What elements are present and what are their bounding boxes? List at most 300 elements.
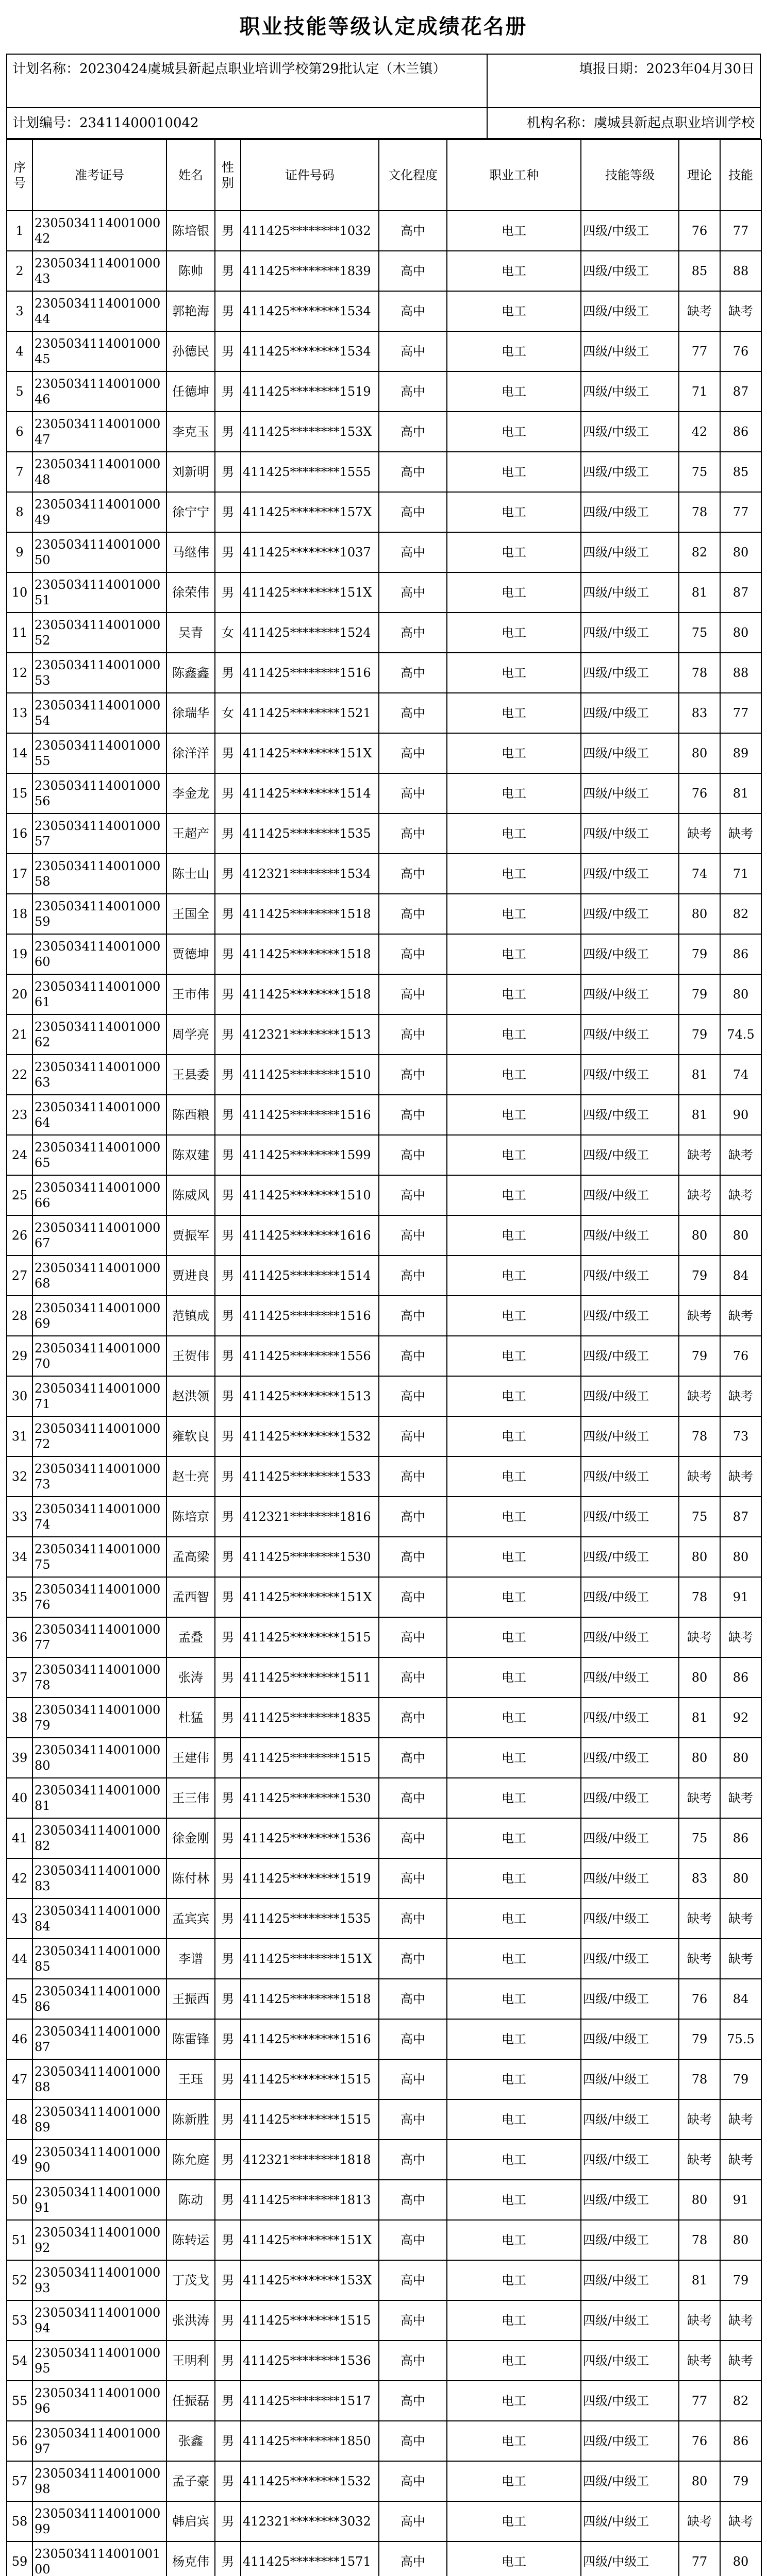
table-row: [7, 733, 761, 773]
cell-name: 杨克伟: [166, 2541, 215, 2576]
cell-level: 四级/中级工: [581, 492, 679, 532]
cell-name: 张涛: [166, 1657, 215, 1698]
cell-job: 电工: [447, 693, 581, 733]
cell-gender: 男: [215, 1095, 241, 1135]
header-name: 姓名: [166, 140, 215, 211]
table-row: [7, 1577, 761, 1617]
cell-gender: 女: [215, 693, 241, 733]
cell-skill: 86: [720, 1818, 761, 1858]
cell-edu: 高中: [379, 1657, 447, 1698]
cell-theory: 81: [679, 572, 720, 613]
cell-seq: 10: [7, 572, 32, 613]
cell-id: 411425********1850: [241, 2421, 379, 2461]
cell-level: 四级/中级工: [581, 2461, 679, 2501]
cell-level: 四级/中级工: [581, 2059, 679, 2099]
cell-skill: 74.5: [720, 1014, 761, 1055]
cell-id: 411425********1518: [241, 1979, 379, 2019]
cell-name: 孟叠: [166, 1617, 215, 1657]
cell-id: 411425********157X: [241, 492, 379, 532]
cell-id: 411425********1518: [241, 934, 379, 974]
cell-id: 411425********1536: [241, 1818, 379, 1858]
cell-name: 陈威风: [166, 1175, 215, 1215]
cell-id: 411425********1518: [241, 894, 379, 934]
cell-cert: 230503411400100049: [32, 492, 166, 532]
cell-gender: 男: [215, 1497, 241, 1537]
table-row: [7, 2461, 761, 2501]
cell-gender: 男: [215, 1215, 241, 1256]
table-row: [7, 2059, 761, 2099]
cell-theory: 79: [679, 934, 720, 974]
cell-seq: 25: [7, 1175, 32, 1215]
cell-id: 412321********1816: [241, 1497, 379, 1537]
cell-cert: 230503411400100088: [32, 2059, 166, 2099]
cell-edu: 高中: [379, 1899, 447, 1939]
table-row: [7, 1979, 761, 2019]
table-row: [7, 2180, 761, 2220]
table-row: [7, 613, 761, 653]
cell-edu: 高中: [379, 2421, 447, 2461]
cell-id: 411425********1813: [241, 2180, 379, 2220]
cell-gender: 男: [215, 1818, 241, 1858]
cell-cert: 230503411400100060: [32, 934, 166, 974]
cell-seq: 17: [7, 854, 32, 894]
cell-seq: 26: [7, 1215, 32, 1256]
cell-id: 411425********1518: [241, 974, 379, 1014]
cell-seq: 36: [7, 1617, 32, 1657]
cell-skill: 缺考: [720, 2300, 761, 2341]
cell-seq: 7: [7, 452, 32, 492]
cell-theory: 71: [679, 371, 720, 412]
cell-skill: 84: [720, 1979, 761, 2019]
cell-name: 吴青: [166, 613, 215, 653]
cell-gender: 男: [215, 2501, 241, 2541]
cell-skill: 87: [720, 572, 761, 613]
cell-gender: 女: [215, 613, 241, 653]
cell-id: 411425********1535: [241, 814, 379, 854]
cell-edu: 高中: [379, 2099, 447, 2140]
cell-level: 四级/中级工: [581, 331, 679, 371]
cell-skill: 缺考: [720, 1778, 761, 1818]
cell-skill: 缺考: [720, 2140, 761, 2180]
cell-skill: 80: [720, 1738, 761, 1778]
cell-job: 电工: [447, 1537, 581, 1577]
cell-name: 李谱: [166, 1939, 215, 1979]
cell-seq: 57: [7, 2461, 32, 2501]
cell-job: 电工: [447, 2099, 581, 2140]
cell-skill: 74: [720, 1055, 761, 1095]
table-row: [7, 1617, 761, 1657]
table-row: [7, 934, 761, 974]
cell-level: 四级/中级工: [581, 1497, 679, 1537]
cell-seq: 48: [7, 2099, 32, 2140]
cell-seq: 46: [7, 2019, 32, 2059]
cell-job: 电工: [447, 2140, 581, 2180]
cell-gender: 男: [215, 1416, 241, 1456]
cell-skill: 73: [720, 1416, 761, 1456]
cell-skill: 81: [720, 773, 761, 814]
cell-seq: 37: [7, 1657, 32, 1698]
cell-level: 四级/中级工: [581, 532, 679, 572]
cell-job: 电工: [447, 1939, 581, 1979]
cell-level: 四级/中级工: [581, 2180, 679, 2220]
cell-theory: 76: [679, 2421, 720, 2461]
cell-name: 王振西: [166, 1979, 215, 2019]
cell-gender: 男: [215, 1899, 241, 1939]
cell-edu: 高中: [379, 1537, 447, 1577]
cell-seq: 42: [7, 1858, 32, 1899]
cell-seq: 11: [7, 613, 32, 653]
cell-skill: 92: [720, 1698, 761, 1738]
cell-gender: 男: [215, 1617, 241, 1657]
cell-skill: 80: [720, 1215, 761, 1256]
cell-gender: 男: [215, 1135, 241, 1175]
table-row: [7, 1698, 761, 1738]
cell-theory: 缺考: [679, 1135, 720, 1175]
cell-id: 411425********1516: [241, 1296, 379, 1336]
cell-cert: 230503411400100042: [32, 211, 166, 251]
cell-gender: 男: [215, 934, 241, 974]
cell-gender: 男: [215, 894, 241, 934]
cell-cert: 230503411400100067: [32, 1215, 166, 1256]
cell-cert: 230503411400100069: [32, 1296, 166, 1336]
cell-seq: 21: [7, 1014, 32, 1055]
cell-job: 电工: [447, 1215, 581, 1256]
cell-seq: 13: [7, 693, 32, 733]
cell-skill: 79: [720, 2059, 761, 2099]
cell-name: 陈培京: [166, 1497, 215, 1537]
cell-edu: 高中: [379, 2140, 447, 2180]
cell-gender: 男: [215, 1296, 241, 1336]
cell-gender: 男: [215, 211, 241, 251]
cell-gender: 男: [215, 2180, 241, 2220]
cell-gender: 男: [215, 1336, 241, 1376]
table-row: [7, 1939, 761, 1979]
cell-skill: 86: [720, 2421, 761, 2461]
cell-cert: 230503411400100061: [32, 974, 166, 1014]
cell-id: 411425********153X: [241, 2260, 379, 2300]
cell-cert: 230503411400100048: [32, 452, 166, 492]
cell-skill: 缺考: [720, 2099, 761, 2140]
cell-level: 四级/中级工: [581, 1256, 679, 1296]
cell-skill: 84: [720, 1256, 761, 1296]
cell-skill: 71: [720, 854, 761, 894]
table-row: [7, 1336, 761, 1376]
cell-id: 411425********1514: [241, 1256, 379, 1296]
cell-seq: 58: [7, 2501, 32, 2541]
table-row: [7, 1376, 761, 1416]
cell-name: 徐洋洋: [166, 733, 215, 773]
table-row: [7, 1256, 761, 1296]
cell-id: 411425********1571: [241, 2541, 379, 2576]
cell-seq: 29: [7, 1336, 32, 1376]
cell-name: 陈雷锋: [166, 2019, 215, 2059]
header-seq: 序号: [7, 140, 32, 211]
table-row: [7, 2019, 761, 2059]
cell-job: 电工: [447, 1617, 581, 1657]
cell-seq: 30: [7, 1376, 32, 1416]
cell-name: 孟西智: [166, 1577, 215, 1617]
cell-level: 四级/中级工: [581, 1296, 679, 1336]
cell-gender: 男: [215, 1456, 241, 1497]
cell-job: 电工: [447, 1175, 581, 1215]
table-row: [7, 1858, 761, 1899]
cell-job: 电工: [447, 1014, 581, 1055]
table-row: [7, 2381, 761, 2421]
cell-level: 四级/中级工: [581, 1818, 679, 1858]
cell-name: 赵洪领: [166, 1376, 215, 1416]
cell-job: 电工: [447, 814, 581, 854]
cell-edu: 高中: [379, 814, 447, 854]
cell-cert: 230503411400100054: [32, 693, 166, 733]
cell-skill: 88: [720, 653, 761, 693]
cell-cert: 230503411400100051: [32, 572, 166, 613]
cell-skill: 缺考: [720, 2341, 761, 2381]
cell-seq: 39: [7, 1738, 32, 1778]
cell-job: 电工: [447, 2461, 581, 2501]
cell-skill: 缺考: [720, 1939, 761, 1979]
cell-id: 411425********1515: [241, 2099, 379, 2140]
cell-edu: 高中: [379, 572, 447, 613]
org-name: 机构名称：虞城县新起点职业培训学校: [526, 115, 755, 131]
cell-cert: 230503411400100050: [32, 532, 166, 572]
cell-cert: 230503411400100073: [32, 1456, 166, 1497]
cell-seq: 4: [7, 331, 32, 371]
table-row: [7, 2501, 761, 2541]
cell-gender: 男: [215, 532, 241, 572]
cell-gender: 男: [215, 492, 241, 532]
cell-cert: 230503411400100084: [32, 1899, 166, 1939]
cell-level: 四级/中级工: [581, 2220, 679, 2260]
cell-id: 411425********1519: [241, 371, 379, 412]
cell-level: 四级/中级工: [581, 1698, 679, 1738]
cell-edu: 高中: [379, 2059, 447, 2099]
cell-name: 郭艳海: [166, 291, 215, 331]
cell-theory: 81: [679, 1095, 720, 1135]
cell-theory: 81: [679, 1698, 720, 1738]
cell-name: 徐瑞华: [166, 693, 215, 733]
cell-theory: 79: [679, 1336, 720, 1376]
cell-name: 王明利: [166, 2341, 215, 2381]
cell-seq: 55: [7, 2381, 32, 2421]
cell-edu: 高中: [379, 251, 447, 291]
cell-id: 411425********1515: [241, 2059, 379, 2099]
cell-skill: 80: [720, 974, 761, 1014]
cell-seq: 20: [7, 974, 32, 1014]
cell-name: 陈付林: [166, 1858, 215, 1899]
cell-gender: 男: [215, 1055, 241, 1095]
cell-name: 范镇成: [166, 1296, 215, 1336]
cell-skill: 76: [720, 1336, 761, 1376]
cell-skill: 缺考: [720, 1296, 761, 1336]
cell-level: 四级/中级工: [581, 974, 679, 1014]
cell-seq: 41: [7, 1818, 32, 1858]
cell-theory: 81: [679, 2260, 720, 2300]
cell-id: 411425********151X: [241, 2220, 379, 2260]
cell-gender: 男: [215, 2099, 241, 2140]
cell-edu: 高中: [379, 2541, 447, 2576]
cell-id: 411425********1530: [241, 1778, 379, 1818]
cell-skill: 89: [720, 733, 761, 773]
cell-cert: 230503411400100071: [32, 1376, 166, 1416]
cell-gender: 男: [215, 2140, 241, 2180]
cell-cert: 230503411400100078: [32, 1657, 166, 1698]
cell-gender: 男: [215, 2381, 241, 2421]
cell-skill: 87: [720, 371, 761, 412]
plan-name: 计划名称：20230424虞城县新起点职业培训学校第29批认定（木兰镇）: [12, 61, 446, 77]
cell-seq: 31: [7, 1416, 32, 1456]
cell-id: 411425********1037: [241, 532, 379, 572]
cell-job: 电工: [447, 1657, 581, 1698]
cell-id: 411425********1517: [241, 2381, 379, 2421]
cell-name: 徐宁宁: [166, 492, 215, 532]
cell-level: 四级/中级工: [581, 1095, 679, 1135]
cell-edu: 高中: [379, 733, 447, 773]
cell-name: 陈培银: [166, 211, 215, 251]
fill-date: 填报日期：2023年04月30日: [579, 61, 755, 77]
info-divider: [487, 108, 488, 138]
table-row: [7, 1014, 761, 1055]
cell-job: 电工: [447, 1858, 581, 1899]
cell-name: 陈动: [166, 2180, 215, 2220]
cell-theory: 79: [679, 2019, 720, 2059]
cell-theory: 85: [679, 251, 720, 291]
cell-seq: 2: [7, 251, 32, 291]
cell-cert: 230503411400100046: [32, 371, 166, 412]
cell-cert: 230503411400100070: [32, 1336, 166, 1376]
cell-cert: 230503411400100063: [32, 1055, 166, 1095]
cell-job: 电工: [447, 492, 581, 532]
cell-id: 411425********1534: [241, 291, 379, 331]
cell-edu: 高中: [379, 2461, 447, 2501]
cell-level: 四级/中级工: [581, 854, 679, 894]
cell-seq: 23: [7, 1095, 32, 1135]
cell-cert: 230503411400100094: [32, 2300, 166, 2341]
table-row: [7, 371, 761, 412]
cell-theory: 76: [679, 1979, 720, 2019]
cell-job: 电工: [447, 894, 581, 934]
org-info-row: [6, 108, 761, 139]
cell-seq: 32: [7, 1456, 32, 1497]
cell-theory: 缺考: [679, 2300, 720, 2341]
cell-skill: 80: [720, 2541, 761, 2576]
cell-id: 411425********1532: [241, 1416, 379, 1456]
cell-id: 411425********1536: [241, 2341, 379, 2381]
cell-cert: 230503411400100047: [32, 412, 166, 452]
cell-level: 四级/中级工: [581, 1416, 679, 1456]
cell-cert: 230503411400100081: [32, 1778, 166, 1818]
cell-job: 电工: [447, 2260, 581, 2300]
cell-level: 四级/中级工: [581, 2381, 679, 2421]
table-row: [7, 1738, 761, 1778]
cell-cert: 230503411400100055: [32, 733, 166, 773]
cell-level: 四级/中级工: [581, 2501, 679, 2541]
cell-edu: 高中: [379, 1215, 447, 1256]
cell-gender: 男: [215, 2341, 241, 2381]
cell-name: 王国全: [166, 894, 215, 934]
cell-gender: 男: [215, 2421, 241, 2461]
header-gender: 性别: [215, 140, 241, 211]
cell-theory: 75: [679, 1818, 720, 1858]
cell-level: 四级/中级工: [581, 773, 679, 814]
cell-id: 411425********151X: [241, 572, 379, 613]
cell-cert: 230503411400100087: [32, 2019, 166, 2059]
cell-cert: 230503411400100089: [32, 2099, 166, 2140]
cell-theory: 缺考: [679, 1899, 720, 1939]
cell-id: 411425********151X: [241, 1939, 379, 1979]
cell-level: 四级/中级工: [581, 1778, 679, 1818]
cell-edu: 高中: [379, 2260, 447, 2300]
table-row: [7, 492, 761, 532]
cell-seq: 54: [7, 2341, 32, 2381]
cell-seq: 53: [7, 2300, 32, 2341]
cell-id: 411425********1616: [241, 1215, 379, 1256]
cell-theory: 缺考: [679, 1175, 720, 1215]
cell-cert: 230503411400100090: [32, 2140, 166, 2180]
cell-job: 电工: [447, 1135, 581, 1175]
cell-cert: 230503411400100056: [32, 773, 166, 814]
cell-theory: 78: [679, 2059, 720, 2099]
cell-theory: 42: [679, 412, 720, 452]
cell-job: 电工: [447, 733, 581, 773]
cell-theory: 80: [679, 2461, 720, 2501]
cell-theory: 79: [679, 1014, 720, 1055]
cell-skill: 82: [720, 2381, 761, 2421]
cell-cert: 230503411400100085: [32, 1939, 166, 1979]
cell-skill: 90: [720, 1095, 761, 1135]
cell-job: 电工: [447, 291, 581, 331]
cell-cert: 230503411400100057: [32, 814, 166, 854]
cell-theory: 缺考: [679, 2501, 720, 2541]
cell-seq: 28: [7, 1296, 32, 1336]
cell-edu: 高中: [379, 1095, 447, 1135]
cell-level: 四级/中级工: [581, 653, 679, 693]
cell-edu: 高中: [379, 894, 447, 934]
cell-edu: 高中: [379, 2341, 447, 2381]
table-header-row: [7, 140, 761, 211]
cell-id: 411425********1556: [241, 1336, 379, 1376]
table-row: [7, 2099, 761, 2140]
cell-seq: 24: [7, 1135, 32, 1175]
cell-job: 电工: [447, 1256, 581, 1296]
header-id: 证件号码: [241, 140, 379, 211]
cell-id: 411425********1533: [241, 1456, 379, 1497]
cell-edu: 高中: [379, 1416, 447, 1456]
cell-cert: 230503411400100064: [32, 1095, 166, 1135]
cell-gender: 男: [215, 1778, 241, 1818]
cell-edu: 高中: [379, 291, 447, 331]
cell-id: 411425********1514: [241, 773, 379, 814]
cell-job: 电工: [447, 2220, 581, 2260]
cell-skill: 80: [720, 1537, 761, 1577]
cell-level: 四级/中级工: [581, 412, 679, 452]
cell-seq: 15: [7, 773, 32, 814]
cell-skill: 缺考: [720, 814, 761, 854]
cell-skill: 76: [720, 331, 761, 371]
cell-gender: 男: [215, 1014, 241, 1055]
cell-theory: 77: [679, 331, 720, 371]
table-row: [7, 1175, 761, 1215]
cell-skill: 91: [720, 1577, 761, 1617]
cell-gender: 男: [215, 2461, 241, 2501]
cell-id: 411425********1510: [241, 1175, 379, 1215]
cell-edu: 高中: [379, 1818, 447, 1858]
cell-level: 四级/中级工: [581, 291, 679, 331]
cell-theory: 缺考: [679, 1939, 720, 1979]
cell-edu: 高中: [379, 371, 447, 412]
cell-edu: 高中: [379, 934, 447, 974]
cell-gender: 男: [215, 1738, 241, 1778]
cell-id: 411425********1839: [241, 251, 379, 291]
